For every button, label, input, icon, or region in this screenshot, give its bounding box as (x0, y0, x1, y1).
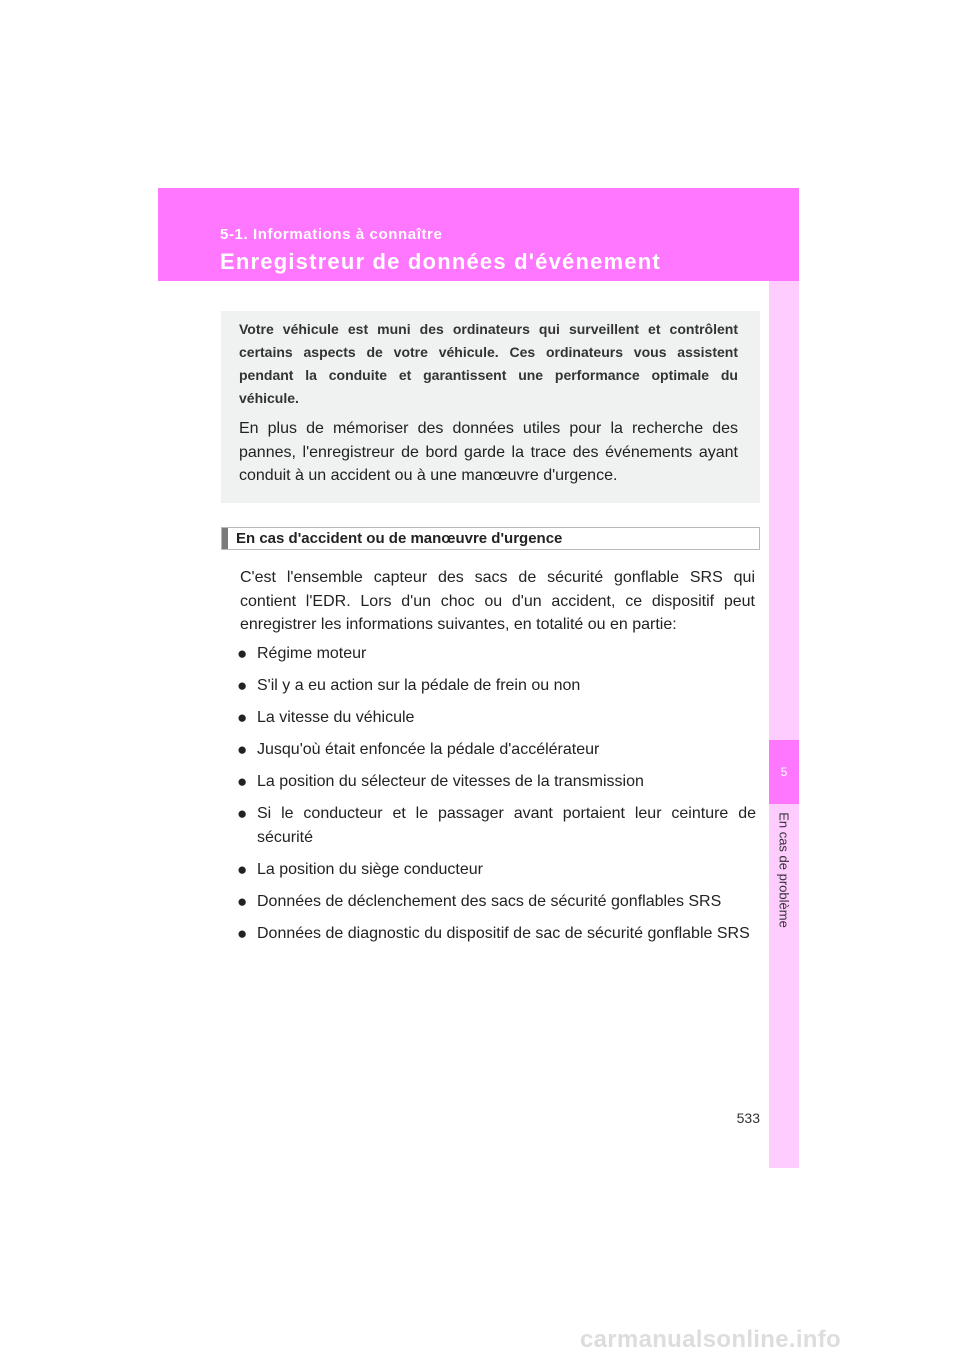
intro-bold-paragraph: Votre véhicule est muni des ordinateurs qui surveillent et contrôlent certains aspects de votre véhicule. Ces ordinateurs vous assistent pendant la conduite et garantissent une performance optimale du véhicule. (239, 321, 738, 406)
bullet-list (237, 642, 756, 954)
chapter-label: En cas de problème (776, 812, 792, 928)
list-item (237, 738, 756, 762)
bullet-icon: ● (237, 708, 248, 728)
section-heading-bar (222, 528, 228, 549)
list-item-text: Jusqu'où était enfoncée la pédale d'accélérateur (257, 741, 600, 759)
chapter-number: 5 (780, 765, 788, 779)
bullet-icon: ● (237, 892, 248, 912)
list-item-text: Données de déclenchement des sacs de sécurité gonflables SRS (257, 893, 722, 911)
list-item (237, 922, 756, 946)
section-paragraph: C'est l'ensemble capteur des sacs de sécurité gonflable SRS qui contient l'EDR. Lors d'un choc ou d'un accident, ce dispositif peut enregistrer les informations suivantes, en totalité ou en partie: (240, 569, 755, 633)
bullet-icon: ● (237, 924, 248, 944)
list-item-text: Données de diagnostic du dispositif de sac de sécurité gonflable SRS (257, 925, 750, 943)
list-item (237, 890, 756, 914)
list-item (237, 674, 756, 698)
list-item (237, 770, 756, 794)
list-item-text: S'il y a eu action sur la pédale de frein ou non (257, 677, 581, 695)
section-heading: En cas d'accident ou de manœuvre d'urgence (236, 530, 563, 547)
bullet-icon: ● (237, 644, 248, 663)
page-number: 533 (736, 1110, 760, 1126)
list-item-text: Si le conducteur et le passager avant portaient leur ceinture de sécurité (257, 805, 756, 846)
list-item-text: La vitesse du véhicule (257, 709, 415, 727)
bullet-icon: ● (237, 804, 248, 824)
chapter-side-tab (769, 281, 799, 1168)
bullet-icon: ● (237, 772, 248, 792)
section-number: 5-1. Informations à connaître (220, 226, 443, 243)
bullet-icon: ● (237, 860, 248, 880)
list-item (237, 802, 756, 849)
section-heading-box (221, 527, 760, 550)
list-item-text: Régime moteur (257, 645, 367, 662)
list-item (237, 706, 756, 730)
list-item-text: La position du sélecteur de vitesses de la transmission (257, 773, 644, 791)
bullet-icon: ● (237, 740, 248, 760)
list-item (237, 642, 756, 666)
list-item-text: La position du siège conducteur (257, 861, 483, 879)
intro-paragraph: En plus de mémoriser des données utiles pour la recherche des pannes, l'enregistreur de bord garde la trace des événements ayant conduit à un accident ou à une manœuvre d'urgence. (239, 420, 738, 484)
watermark: carmanualsonline.info (580, 1326, 842, 1353)
bullet-icon: ● (237, 676, 248, 696)
list-item (237, 858, 756, 882)
page-title: Enregistreur de données d'événement (220, 249, 661, 274)
